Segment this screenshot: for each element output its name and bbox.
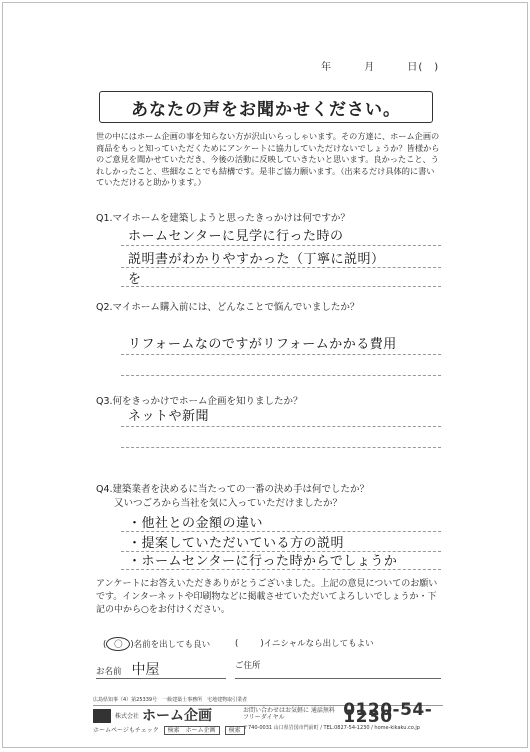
name-field — [96, 659, 160, 679]
question-2: Q2.マイホーム購入前には、どんなことで悩んでいましたか？ — [96, 302, 360, 313]
year-label: 年 — [321, 62, 332, 73]
answer-1-line-2: 説明書がわかりやすかった（丁寧に説明） — [128, 252, 385, 267]
option-name-ok[interactable]: ( 〇 )名前を出しても良い — [103, 637, 210, 651]
answer-line — [121, 375, 441, 376]
company-logo — [93, 709, 212, 723]
answer-1-line-1: ホームセンターに見学に行った時の — [128, 229, 344, 244]
option-name-ok-label: 名前を出しても良い — [133, 640, 211, 650]
answer-2-line-1: リフォームなのですがリフォームかかる費用 — [128, 337, 397, 352]
answer-line — [121, 354, 441, 355]
footer — [93, 697, 443, 739]
date-line — [321, 58, 467, 73]
answer-line — [121, 286, 441, 287]
answer-line — [121, 569, 441, 570]
circle-mark: 〇 — [106, 637, 130, 651]
day-label: 日( ) — [407, 62, 440, 73]
answer-4-line-3: ・ホームセンターに行った時からでしょうか — [128, 554, 398, 569]
answer-line — [121, 426, 441, 427]
address-underline — [235, 678, 441, 679]
address-label: ご住所 — [235, 661, 261, 671]
contact-phone — [243, 700, 443, 727]
answer-line — [121, 245, 441, 246]
answer-3-line-1: ネットや新聞 — [128, 409, 210, 424]
question-4: Q4.建築業者を決めるに当たっての一番の決め手は何でしたか？ — [96, 484, 370, 495]
name-underline — [96, 678, 226, 679]
question-4-sub: 又いつごろから当社を気に入っていただけましたか？ — [114, 498, 343, 509]
search-box[interactable]: 検索 ホーム企画 — [164, 726, 220, 735]
option-initials-ok[interactable]: ( )イニシャルなら出してもよい — [235, 639, 374, 649]
answer-1-line-3: を — [128, 272, 142, 287]
company-address: 〒740-0031 山口県岩国市門前町 / TEL.0827-54-1230 / home-kikaku.co.jp — [243, 725, 420, 731]
search-button[interactable]: 検索 — [225, 726, 245, 735]
footer-fine-print: 広島県知事（4）第25339号 一級建築士事務所 宅地建物取引業者 — [93, 697, 443, 706]
phone-number: 0120-54-1230 — [343, 700, 433, 727]
name-label: お名前 — [96, 667, 122, 677]
address-field — [235, 659, 261, 671]
phone-label: お問い合わせはお気軽に 通話無料フリーダイヤル — [243, 707, 335, 721]
month-label: 月 — [364, 62, 376, 73]
homepage-check — [93, 727, 245, 734]
option-initials-ok-label: イニシャルなら出してもよい — [263, 639, 374, 649]
survey-sheet — [2, 2, 528, 748]
question-1: Q1.マイホームを建築しようと思ったきっかけは何ですか？ — [96, 213, 350, 224]
name-value: 中屋 — [131, 662, 160, 678]
answer-line — [121, 447, 441, 448]
company-type: 株式会社 — [115, 712, 140, 720]
page-title: あなたの声をお聞かせください。 — [99, 91, 433, 123]
answer-4-line-1: ・他社との金額の違い — [128, 516, 264, 531]
logo-mark-icon — [93, 709, 111, 723]
intro-text: 世の中にはホーム企画の事を知らない方が沢山いらっしゃいます。その方達に、ホーム企画の商品をもっと知っていただくためにアンケートに協力していただけないでしょうか？皆様からのご意見を聞かせていただき、今後の活動に反映していきたいと思います。良かったこと、うれしかったこと、些細なことでも結構です。是非ご協力願います。（出来るだけ具体的に書いていただけると助かります。） — [96, 131, 440, 187]
permission-request-text: アンケートにお答えいただきありがとうございました。上記の意見についてのお願いです。インターネットや印刷物などに掲載させていただいてよろしいでしょうか・下記の中から○をお付けください。 — [96, 579, 438, 615]
homepage-check-label: ホームページもチェック — [93, 727, 159, 734]
question-3: Q3.何をきっかけでホーム企画を知りましたか？ — [96, 396, 303, 407]
company-name: ホーム企画 — [142, 707, 213, 724]
answer-4-line-2: ・提案していただいている方の説明 — [128, 536, 345, 551]
